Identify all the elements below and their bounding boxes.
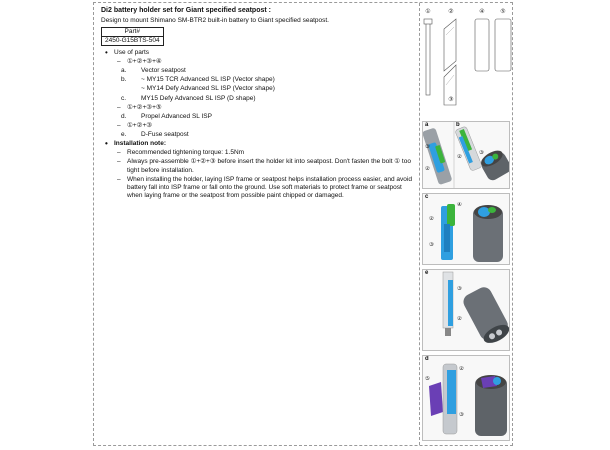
- callout-3-a: ③: [425, 144, 430, 150]
- figure-panel-c: [422, 193, 510, 265]
- usage-item: [101, 67, 413, 75]
- wedge-e: [448, 280, 453, 326]
- usage-item: [101, 85, 413, 93]
- usage-text: Propel Advanced SL ISP: [141, 112, 212, 120]
- usage-letter: c.: [121, 94, 127, 102]
- usage-letter: e.: [121, 131, 127, 138]
- panel-label-b: b: [456, 122, 460, 128]
- part-number: 2450-G15BTS-504: [102, 36, 164, 45]
- install-note: – When installing the holder, laying ISP frame or seatpost helps installation process easier, and avoid battery fall into ISP frame or fall onto the ground. Use soft materials to protect frame or seatpost when laying frame or the seatpost from possible paint chipped or damaged.: [101, 176, 413, 200]
- panel-label-c: c: [425, 194, 429, 200]
- part-label-1: ①: [425, 9, 431, 15]
- usage-letter: a.: [121, 67, 127, 75]
- install-note: – Always pre-assemble ①+②+③ before insert the holder kit into seatpost. Don't fasten the bolt ① too tight before installation.: [101, 158, 413, 174]
- callout-2-d: ②: [459, 366, 464, 372]
- sleeve-top-c: [488, 207, 496, 213]
- text-column: [101, 7, 413, 200]
- combo-1: – ①+②+③+④: [101, 58, 413, 66]
- callout-3-c: ③: [429, 242, 434, 248]
- part-label-4: ④: [479, 9, 485, 15]
- battery-top-c: [478, 207, 490, 217]
- sleeve-c: [447, 204, 455, 226]
- callout-2-a: ②: [425, 166, 430, 172]
- doc-title: Di2 battery holder set for Giant specified seatpost :: [101, 7, 271, 14]
- usage-item: [101, 131, 413, 139]
- callout-3-e: ③: [457, 286, 462, 292]
- d-adapter-d: [429, 382, 443, 416]
- figure-panel-d: [422, 355, 510, 441]
- sleeve-part: [475, 19, 489, 71]
- panel-label-e: e: [425, 270, 429, 276]
- usage-item: [101, 95, 413, 103]
- usage-text: MY15 Defy Advanced SL ISP (D shape): [141, 94, 256, 102]
- usage-item: [101, 113, 413, 121]
- bolt-part: [426, 23, 430, 95]
- figure-panel-e: [422, 269, 510, 351]
- battery-d: [447, 370, 456, 414]
- part-number-table: [101, 27, 164, 46]
- usage-text: ~ MY14 Defy Advanced SL ISP (Vector shape): [141, 85, 275, 93]
- callout-2-c: ②: [429, 216, 434, 222]
- callout-3-d: ③: [459, 412, 464, 418]
- panel-d-illustration: [423, 356, 510, 441]
- parts-diagram: [420, 5, 512, 113]
- part-label-2: ②: [448, 9, 454, 15]
- figure-panel-ab: [422, 121, 510, 189]
- wedge-upper-part: [444, 19, 456, 71]
- use-of-parts-heading: • Use of parts: [101, 49, 413, 57]
- callout-2-e: ②: [457, 316, 462, 322]
- bolt-head: [424, 19, 432, 24]
- part-label-3: ③: [448, 97, 454, 103]
- panel-label-d: d: [425, 356, 429, 362]
- bolt-e: [445, 328, 451, 336]
- usage-letter: b.: [121, 76, 127, 84]
- callout-5-d: ⑤: [425, 376, 430, 382]
- usage-text: Vector seatpost: [141, 67, 186, 75]
- doc-description: Design to mount Shimano SM-BTR2 built-in battery to Giant specified seatpost.: [101, 16, 329, 24]
- d-adapter-part: [495, 19, 511, 71]
- callout-4-c: ④: [457, 202, 462, 208]
- panel-e-illustration: [423, 270, 510, 351]
- wedge-c: [444, 224, 450, 252]
- usage-item: [101, 76, 413, 84]
- panel-label-a: a: [425, 122, 429, 128]
- panel-c-illustration: [423, 194, 510, 265]
- usage-text: D-Fuse seatpost: [141, 131, 189, 138]
- usage-text: ~ MY15 TCR Advanced SL ISP (Vector shape): [141, 76, 275, 84]
- figure-column: [420, 3, 512, 443]
- part-label-5: ⑤: [500, 9, 506, 15]
- panel-ab-illustration: [423, 122, 510, 189]
- install-note: – Recommended tightening torque: 1.5Nm: [101, 149, 413, 157]
- document-page: [93, 2, 513, 446]
- combo-2: – ①+②+③+⑤: [101, 104, 413, 112]
- combo-3: – ①+②+③: [101, 122, 413, 130]
- part-header: Part#: [102, 27, 164, 36]
- callout-3-b: ③: [479, 150, 484, 156]
- battery-top-d: [493, 377, 501, 385]
- callout-2-b: ②: [457, 154, 462, 160]
- installation-heading: • Installation note:: [101, 140, 413, 148]
- usage-letter: d.: [121, 112, 127, 120]
